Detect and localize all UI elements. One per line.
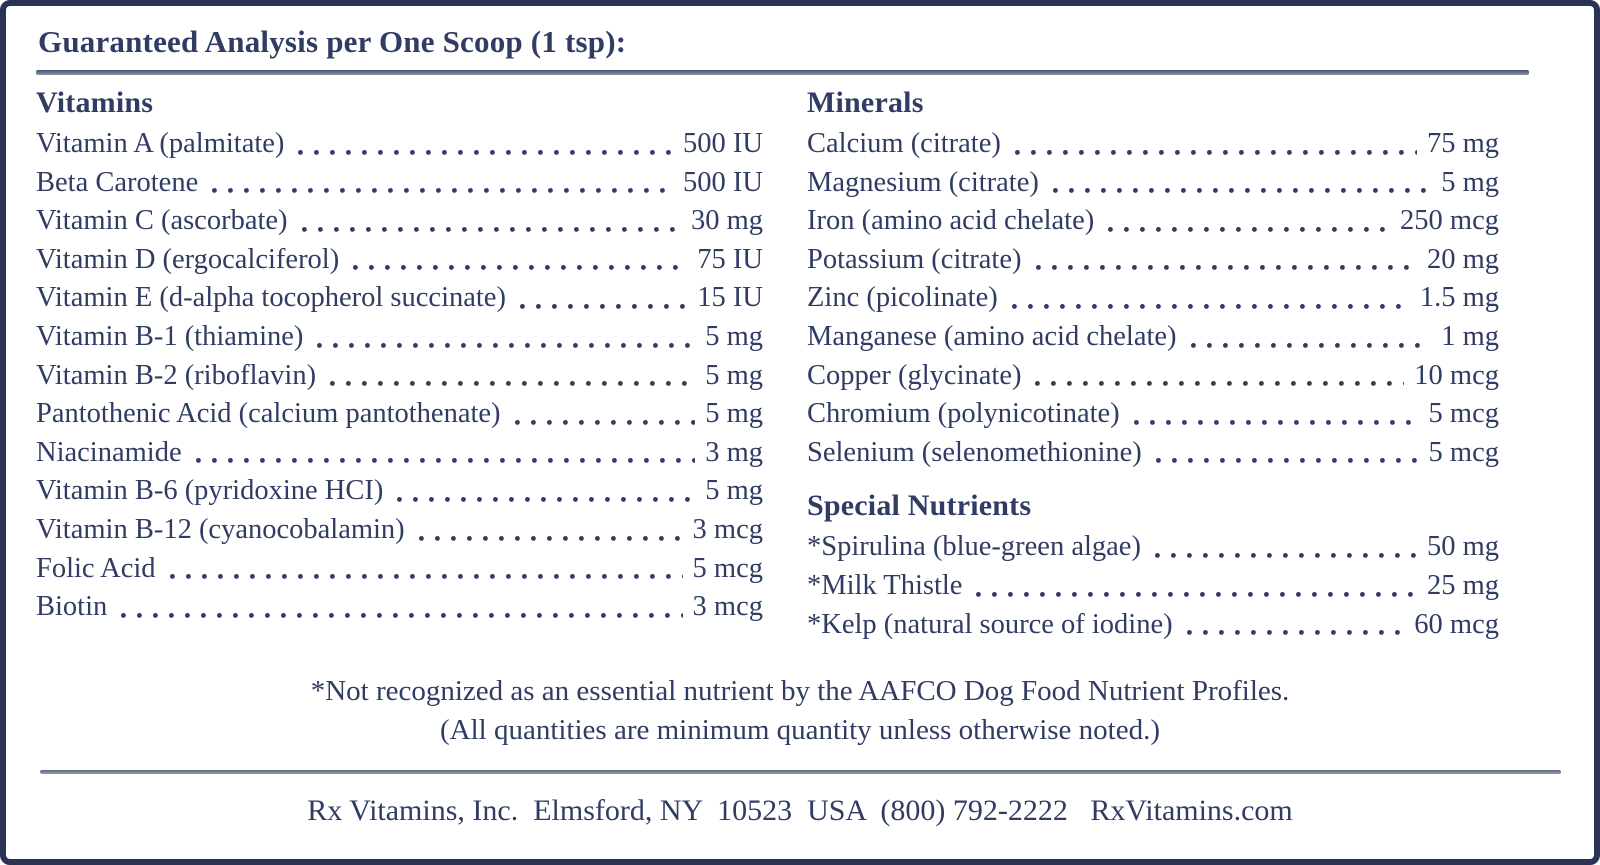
nutrient-amount: 5 mg bbox=[1441, 166, 1499, 198]
nutrient-name: Zinc (picolinate) bbox=[807, 282, 998, 314]
nutrient-name: *Milk Thistle bbox=[807, 569, 963, 601]
label-title: Guaranteed Analysis per One Scoop (1 tsp): bbox=[38, 24, 627, 59]
nutrient-row bbox=[36, 472, 763, 511]
nutrient-name: Pantothenic Acid (calcium pantothenate) bbox=[36, 398, 501, 430]
nutrient-name: Chromium (polynicotinate) bbox=[807, 398, 1120, 430]
footnotes bbox=[6, 672, 1594, 750]
nutrient-name: Iron (amino acid chelate) bbox=[807, 205, 1095, 237]
nutrient-amount: 10 mcg bbox=[1414, 359, 1499, 391]
nutrient-name: Beta Carotene bbox=[36, 166, 199, 198]
dot-leader bbox=[212, 164, 673, 203]
dot-leader bbox=[298, 125, 673, 164]
nutrient-row bbox=[807, 202, 1499, 241]
vitamins-list bbox=[36, 125, 763, 627]
dot-leader bbox=[515, 395, 696, 434]
dot-leader bbox=[1134, 395, 1419, 434]
nutrient-name: Selenium (selenomethionine) bbox=[807, 436, 1142, 468]
nutrient-amount: 30 mg bbox=[690, 205, 763, 237]
nutrient-row bbox=[36, 357, 763, 396]
nutrient-amount: 5 mg bbox=[705, 475, 763, 507]
dot-leader bbox=[1108, 202, 1390, 241]
nutrient-row bbox=[36, 511, 763, 550]
nutrient-amount: 75 mg bbox=[1426, 128, 1499, 159]
dot-leader bbox=[1191, 318, 1432, 357]
nutrient-name: Magnesium (citrate) bbox=[807, 166, 1039, 198]
special-nutrients-list bbox=[807, 528, 1499, 644]
nutrient-row bbox=[36, 241, 763, 280]
special-nutrients-heading: Special Nutrients bbox=[807, 489, 1032, 523]
nutrient-row bbox=[807, 279, 1499, 318]
dot-leader bbox=[1036, 241, 1417, 280]
nutrient-amount: 5 mg bbox=[705, 320, 763, 352]
vitamins-column bbox=[36, 81, 763, 644]
nutrient-amount: 20 mg bbox=[1426, 243, 1499, 275]
nutrient-name: Potassium (citrate) bbox=[807, 243, 1022, 275]
nutrient-name: Vitamin A (palmitate) bbox=[36, 128, 285, 159]
nutrient-amount: 500 IU bbox=[683, 166, 763, 198]
dot-leader bbox=[1053, 164, 1431, 203]
nutrient-row bbox=[807, 567, 1499, 606]
nutrient-amount: 3 mcg bbox=[692, 591, 763, 623]
nutrient-row bbox=[36, 395, 763, 434]
dot-leader bbox=[302, 202, 681, 241]
dot-leader bbox=[1187, 606, 1405, 645]
nutrient-amount: 15 IU bbox=[697, 282, 763, 314]
nutrient-amount: 1 mg bbox=[1441, 320, 1499, 352]
nutrient-amount: 3 mcg bbox=[692, 513, 763, 545]
minerals-column bbox=[807, 81, 1499, 644]
nutrient-amount: 5 mcg bbox=[1428, 436, 1499, 468]
dot-leader bbox=[1156, 434, 1419, 473]
nutrient-name: Calcium (citrate) bbox=[807, 128, 1001, 159]
nutrient-row bbox=[807, 606, 1499, 645]
minerals-list bbox=[807, 125, 1499, 472]
nutrient-row bbox=[807, 318, 1499, 357]
nutrient-row bbox=[36, 434, 763, 473]
nutrient-name: Biotin bbox=[36, 591, 108, 623]
nutrient-amount: 25 mg bbox=[1426, 569, 1499, 601]
dot-leader bbox=[976, 567, 1417, 606]
dot-leader bbox=[397, 472, 695, 511]
nutrient-row bbox=[807, 357, 1499, 396]
nutrient-amount: 5 mg bbox=[705, 398, 763, 430]
nutrient-amount: 500 IU bbox=[683, 128, 763, 159]
footer-divider-rule bbox=[40, 770, 1561, 774]
nutrient-row bbox=[807, 164, 1499, 203]
dot-leader bbox=[1015, 125, 1417, 164]
dot-leader bbox=[1155, 528, 1417, 567]
dot-leader bbox=[520, 279, 687, 318]
nutrient-name: Folic Acid bbox=[36, 552, 156, 584]
nutrient-amount: 5 mg bbox=[705, 359, 763, 391]
nutrient-row bbox=[36, 125, 763, 164]
dot-leader bbox=[419, 511, 683, 550]
nutrient-amount: 75 IU bbox=[697, 243, 763, 275]
nutrient-amount: 3 mg bbox=[705, 436, 763, 468]
nutrient-row bbox=[36, 164, 763, 203]
nutrient-amount: 5 mcg bbox=[1428, 398, 1499, 430]
minerals-heading: Minerals bbox=[807, 86, 924, 119]
nutrient-name: *Kelp (natural source of iodine) bbox=[807, 608, 1173, 640]
dot-leader bbox=[121, 588, 682, 627]
nutrient-columns bbox=[36, 81, 1499, 644]
nutrient-name: Vitamin B-2 (riboflavin) bbox=[36, 359, 317, 391]
nutrient-amount: 50 mg bbox=[1426, 531, 1499, 563]
vitamins-heading: Vitamins bbox=[36, 86, 154, 119]
aafco-footnote: *Not recognized as an essential nutrient by the AAFCO Dog Food Nutrient Profiles. bbox=[310, 675, 1290, 708]
minimum-quantity-footnote: (All quantities are minimum quantity unless otherwise noted.) bbox=[439, 714, 1161, 747]
nutrient-row bbox=[36, 318, 763, 357]
nutrient-name: Manganese (amino acid chelate) bbox=[807, 320, 1177, 352]
dot-leader bbox=[317, 318, 695, 357]
nutrient-row bbox=[36, 550, 763, 589]
nutrient-name: Vitamin B-1 (thiamine) bbox=[36, 320, 304, 352]
nutrient-name: Vitamin B-6 (pyridoxine HCI) bbox=[36, 475, 384, 507]
nutrient-row bbox=[36, 202, 763, 241]
nutrient-amount: 1.5 mg bbox=[1419, 282, 1499, 314]
nutrient-name: Vitamin D (ergocalciferol) bbox=[36, 243, 340, 275]
nutrient-name: Vitamin E (d-alpha tocopherol succinate) bbox=[36, 282, 506, 314]
nutrient-name: Copper (glycinate) bbox=[807, 359, 1022, 391]
nutrient-amount: 60 mcg bbox=[1414, 608, 1499, 640]
dot-leader bbox=[196, 434, 696, 473]
nutrient-row bbox=[807, 395, 1499, 434]
nutrient-name: *Spirulina (blue-green algae) bbox=[807, 531, 1141, 563]
title-divider-rule bbox=[36, 70, 1529, 75]
nutrient-amount: 250 mcg bbox=[1400, 205, 1499, 237]
company-contact-line: Rx Vitamins, Inc. Elmsford, NY 10523 USA (800) 792-2222 RxVitamins.com bbox=[307, 794, 1293, 828]
nutrient-name: Vitamin C (ascorbate) bbox=[36, 205, 288, 237]
dot-leader bbox=[170, 550, 683, 589]
dot-leader bbox=[330, 357, 695, 396]
nutrient-row bbox=[36, 279, 763, 318]
dot-leader bbox=[1035, 357, 1404, 396]
nutrient-row bbox=[36, 588, 763, 627]
nutrient-name: Niacinamide bbox=[36, 436, 182, 468]
nutrient-row bbox=[807, 125, 1499, 164]
dot-leader bbox=[1012, 279, 1410, 318]
nutrient-row bbox=[807, 528, 1499, 567]
dot-leader bbox=[353, 241, 687, 280]
nutrient-amount: 5 mcg bbox=[692, 552, 763, 584]
nutrient-name: Vitamin B-12 (cyanocobalamin) bbox=[36, 513, 405, 545]
nutrient-row bbox=[807, 434, 1499, 473]
nutrient-row bbox=[807, 241, 1499, 280]
